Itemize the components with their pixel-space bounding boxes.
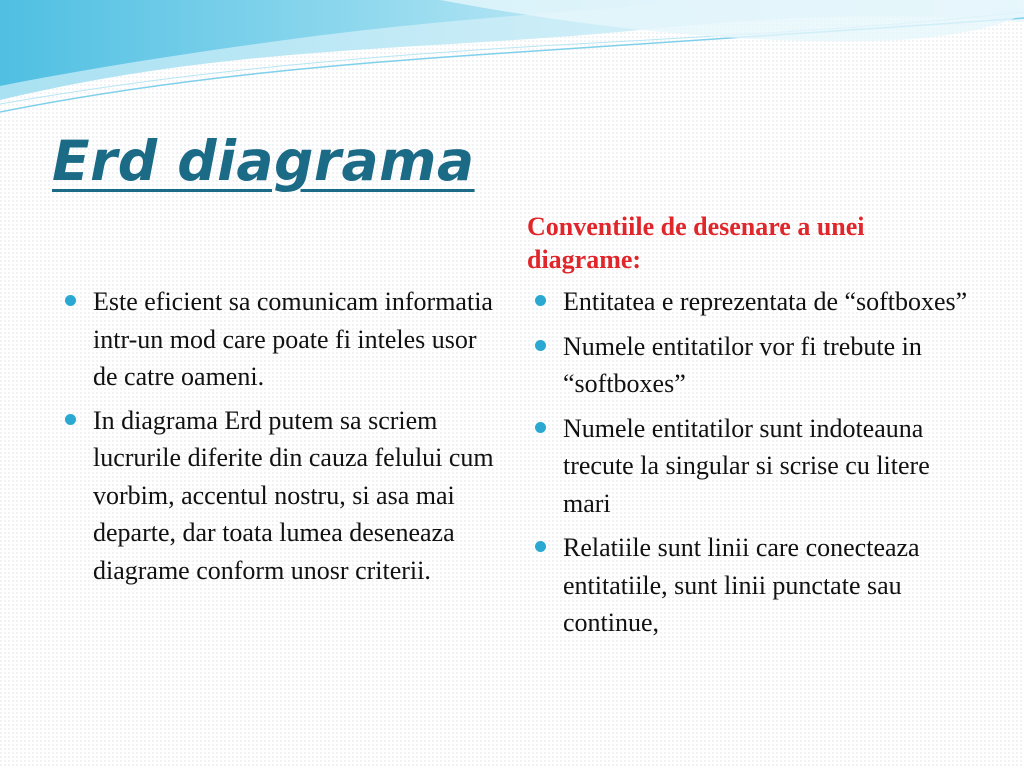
- slide-title: Erd diagrama: [52, 129, 475, 193]
- list-item: [532, 283, 977, 321]
- left-bullet-list: [62, 283, 507, 595]
- bullet-text: Numele entitatilor vor fi trebute in “softboxes”: [563, 331, 922, 398]
- bullet-text: Entitatea e reprezentata de “softboxes”: [563, 287, 968, 316]
- bullet-text: Este eficient sa comunicam informatia intr-un mod care poate fi inteles usor de catre oameni.: [93, 287, 493, 391]
- bullet-text: Relatiile sunt linii care conecteaza entitatiile, sunt linii punctate sau continue,: [563, 533, 920, 637]
- bullet-dot-icon: [535, 295, 546, 306]
- bullet-dot-icon: [65, 295, 76, 306]
- bullet-text: Numele entitatilor sunt indoteauna trecute la singular si scrise cu litere mari: [563, 413, 930, 518]
- section-subheading: Conventiile de desenare a unei diagrame:: [527, 212, 865, 274]
- right-bullet-list: [532, 283, 977, 649]
- bullet-dot-icon: [65, 414, 76, 425]
- bullet-dot-icon: [535, 340, 546, 351]
- bullet-text: In diagrama Erd putem sa scriem lucrurile diferite din cauza felului cum vorbim, accentul nostru, si asa mai departe, dar toata lumea deseneaza diagrame conform unosr criterii.: [93, 405, 494, 585]
- bullet-dot-icon: [535, 422, 546, 433]
- list-item: [532, 529, 977, 642]
- list-item: [62, 402, 507, 590]
- bullet-dot-icon: [535, 541, 546, 552]
- list-item: [62, 283, 507, 396]
- list-item: [532, 328, 977, 403]
- header-wave-decoration: [0, 0, 1024, 130]
- list-item: [532, 410, 977, 523]
